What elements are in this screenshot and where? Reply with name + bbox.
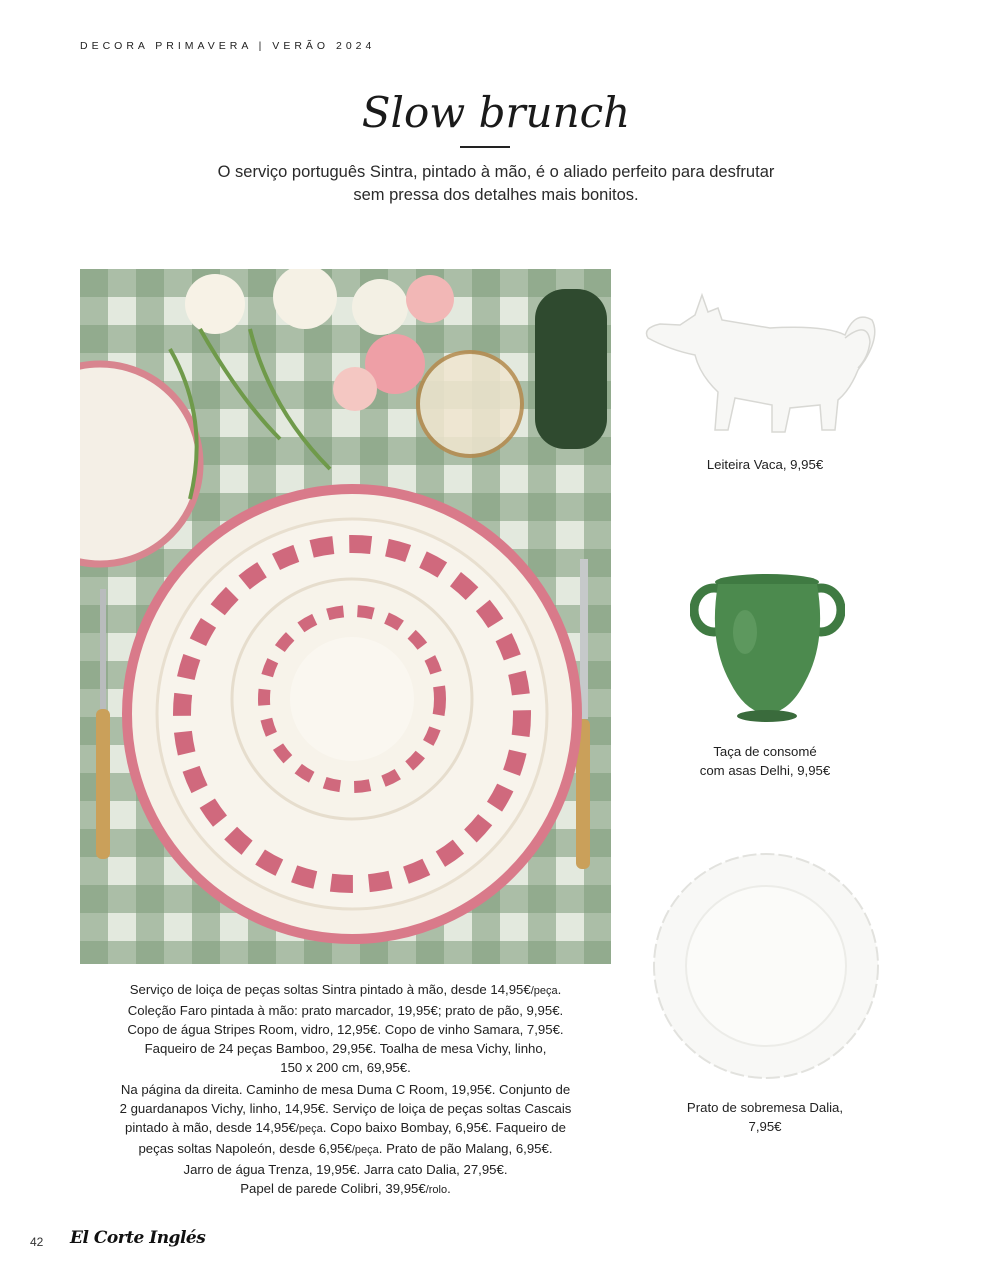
green-bowl-image: [690, 572, 845, 724]
caption-text: .: [447, 1181, 451, 1196]
caption-text: Papel de parede Colibri, 39,95€: [240, 1181, 426, 1196]
caption-text: 150 x 200 cm, 69,95€.: [280, 1060, 411, 1075]
caption-line: [80, 1099, 611, 1118]
caption-text: 2 guardanapos Vichy, linho, 14,95€. Serviço de loiça de peças soltas Cascais: [119, 1101, 572, 1116]
caption-text: Serviço de loiça de peças soltas Sintra pintado à mão, desde 14,95€: [129, 982, 531, 997]
hero-illustration: [80, 269, 611, 964]
caption-line: [80, 1160, 611, 1179]
caption-text: Jarro de água Trenza, 19,95€. Jarra cato Dalia, 27,95€.: [183, 1162, 508, 1177]
secondary-caption: [80, 1080, 611, 1200]
caption-line: [80, 1039, 611, 1058]
product-label-line: Leiteira Vaca, 9,95€: [706, 457, 824, 472]
product-label-line: 7,95€: [748, 1119, 782, 1134]
caption-text: Faqueiro de 24 peças Bamboo, 29,95€. Toalha de mesa Vichy, linho,: [144, 1041, 547, 1056]
caption-line: [80, 1058, 611, 1077]
caption-text: pintado à mão, desde 14,95€: [125, 1120, 296, 1135]
section-kicker: DECORA PRIMAVERA | VERÃO 2024: [80, 40, 376, 52]
cow-creamer-image: [640, 280, 880, 445]
caption-text: . Copo baixo Bombay, 6,95€. Faqueiro de: [322, 1120, 566, 1135]
unit-suffix: /rolo: [425, 1184, 448, 1196]
caption-text: Coleção Faro pintada à mão: prato marcador, 19,95€; prato de pão, 9,95€.: [127, 1003, 564, 1018]
product-label-line: Taça de consomé: [713, 744, 817, 759]
caption-text: Copo de água Stripes Room, vidro, 12,95€. Copo de vinho Samara, 7,95€.: [127, 1022, 564, 1037]
caption-line: [80, 980, 611, 1001]
page-subtitle: [150, 161, 842, 207]
caption-line: [80, 1118, 611, 1139]
title-divider: [460, 146, 510, 148]
scalloped-plate-image: [648, 848, 884, 1084]
unit-suffix: /peça: [351, 1144, 379, 1156]
caption-line: [80, 1139, 611, 1160]
hero-table-setting-photo: [80, 269, 611, 964]
caption-text: . Prato de pão Malang, 6,95€.: [378, 1141, 553, 1156]
page-title: Slow brunch: [361, 88, 631, 137]
product-label-line: Prato de sobremesa Dalia,: [686, 1100, 844, 1115]
page-number: 42: [30, 1235, 44, 1249]
caption-text: peças soltas Napoleón, desde 6,95€: [138, 1141, 352, 1156]
caption-line: [80, 1001, 611, 1020]
unit-suffix: /peça: [530, 985, 558, 997]
product-label: [640, 742, 890, 780]
brand-logo: El Corte Inglés: [70, 1228, 206, 1248]
caption-text: .: [557, 982, 562, 997]
product-label: [640, 1098, 890, 1136]
caption-line: [80, 1020, 611, 1039]
subtitle-line: O serviço português Sintra, pintado à mão, é o aliado perfeito para desfrutar: [217, 163, 775, 181]
caption-line: [80, 1080, 611, 1099]
caption-line: [80, 1179, 611, 1200]
main-caption: [80, 980, 611, 1077]
product-label-line: com asas Delhi, 9,95€: [699, 763, 831, 778]
unit-suffix: /peça: [295, 1123, 323, 1135]
subtitle-line: sem pressa dos detalhes mais bonitos.: [353, 186, 639, 204]
product-label: [640, 455, 890, 474]
caption-text: Na página da direita. Caminho de mesa Duma C Room, 19,95€. Conjunto de: [120, 1082, 571, 1097]
